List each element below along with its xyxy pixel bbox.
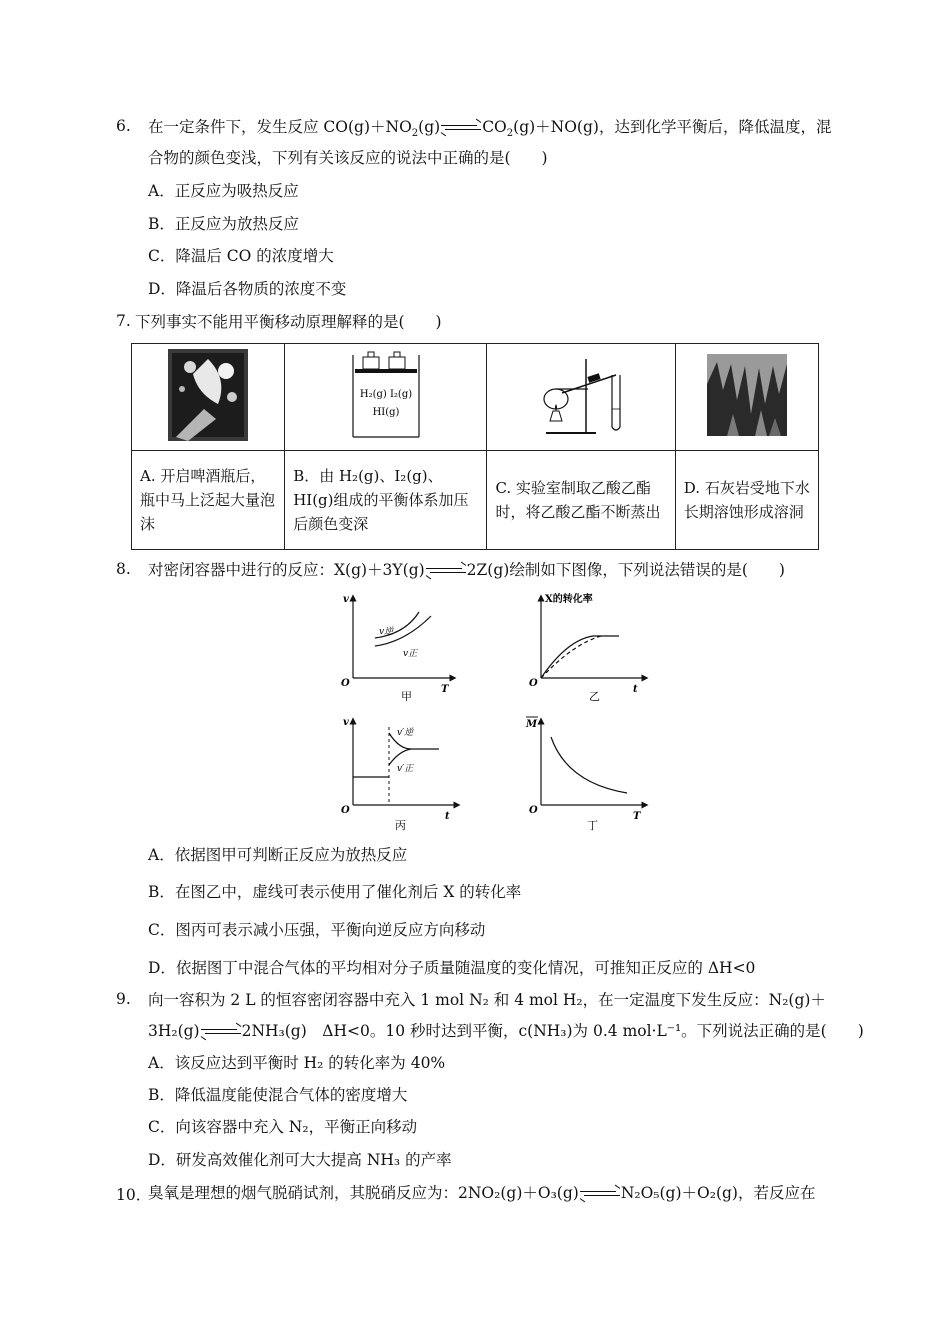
- q9-option-a: A．该反应达到平衡时 H₂ 的转化率为 40%: [148, 1054, 446, 1072]
- ester-distillation-apparatus: [526, 349, 636, 441]
- curve-label: v′逆: [397, 728, 414, 738]
- q10-stem-line1: [148, 1183, 815, 1203]
- q6-stem-line2: 合物的颜色变浅，下列有关该反应的说法中正确的是( ): [148, 149, 548, 167]
- axis-label: t: [445, 811, 450, 822]
- q8-option-d: D．依据图丁中混合气体的平均相对分子质量随温度的变化情况，可推知正反应的 ΔH<0: [148, 959, 756, 977]
- q8-option-a: A．依据图甲可判断正反应为放热反应: [148, 846, 408, 864]
- q6-stem-line1: 在一定条件下，发生反应 $CO(g)+NO_2(g)$ $CO_2(g)+NO(g)$，达到化学平衡后，降低温度，混: [148, 118, 832, 140]
- q7-image-cell-c: [487, 344, 675, 451]
- q9-option-c: C．向该容器中充入 N₂，平衡正向移动: [148, 1118, 418, 1136]
- beer-bottle-photo: [168, 349, 248, 441]
- graph-caption: 乙: [589, 690, 600, 703]
- q7-option-a: A. 开启啤酒瓶后，瓶中马上泛起大量泡沫: [132, 451, 285, 550]
- axis-label: T: [633, 811, 641, 822]
- q7-image-cell-a: [132, 344, 285, 451]
- graph-caption: 甲: [401, 690, 412, 703]
- q8-stem: [148, 560, 785, 580]
- q10-text-a: 臭氧是理想的烟气脱硝试剂，其脱硝反应为：2NO₂(g)＋O₃(g): [148, 1184, 579, 1202]
- q6-number: 6.: [116, 117, 131, 135]
- curve-label: v正: [403, 649, 418, 659]
- origin-label: O: [341, 678, 350, 689]
- q7-image-cell-d: [675, 344, 818, 451]
- q9-stem-line2: [148, 1021, 864, 1041]
- equilibrium-arrow-icon: [426, 566, 466, 576]
- curve-label: v′正: [397, 764, 414, 774]
- q9-text-b: 2NH₃(g) ΔH<0。10 秒时达到平衡，c(NH₃)为 0.4 mol·L⁻¹。下列说法正确的是( ): [241, 1022, 864, 1040]
- equilibrium-arrow-icon: [201, 1027, 241, 1037]
- q6-option-c: C．降温后 CO 的浓度增大: [148, 247, 334, 265]
- q8-option-c: C．图丙可表示减小压强，平衡向逆反应方向移动: [148, 921, 486, 939]
- graph-caption: 丁: [587, 819, 598, 832]
- q7-option-d: D. 石灰岩受地下水长期溶蚀形成溶洞: [675, 451, 818, 550]
- q6-text-d: (g)＋NO(g)，达到化学平衡后，降低温度，混: [513, 118, 832, 136]
- q9-number: 9.: [116, 990, 131, 1008]
- v-prime-forward-curve: [389, 749, 411, 765]
- q7-option-b: B．由 H₂(g)、I₂(g)、HI(g)组成的平衡体系加压后颜色变深: [285, 451, 487, 550]
- axis-label: v: [343, 717, 349, 728]
- q9-text-a: 3H₂(g): [148, 1022, 200, 1040]
- origin-label: O: [529, 678, 538, 689]
- q6-option-b: B．正反应为放热反应: [148, 215, 299, 233]
- avg-molar-mass-curve: [551, 737, 627, 793]
- q7-option-c: C. 实验室制取乙酸乙酯时，将乙酸乙酯不断蒸出: [487, 451, 675, 550]
- piston-container-diagram: [341, 349, 431, 441]
- q10-text-b: N₂O₅(g)＋O₂(g)，若反应在: [620, 1184, 816, 1202]
- limestone-cave-photo: [707, 354, 787, 436]
- q6-text-b: (g): [418, 118, 441, 136]
- q6-text-c: CO: [482, 118, 507, 136]
- q8-stem-b: 2Z(g)绘制如下图像，下列说法错误的是( ): [466, 561, 785, 579]
- q7-stem: 下列事实不能用平衡移动原理解释的是( ): [135, 313, 442, 331]
- equilibrium-arrow-icon: [580, 1189, 620, 1199]
- q8-number: 8.: [116, 560, 131, 578]
- q9-stem-line1: 向一容积为 2 L 的恒容密闭容器中充入 1 mol N₂ 和 4 mol H₂，在一定温度下发生反应：N₂(g)＋: [148, 991, 826, 1009]
- curve-label: v逆: [379, 627, 394, 637]
- q10-number: 10．: [116, 1186, 152, 1204]
- hi-label: HI(g): [372, 407, 400, 418]
- axis-label: t: [633, 684, 638, 695]
- origin-label: O: [341, 805, 350, 816]
- q9-option-d: D．研发高效催化剂可大大提高 NH₃ 的产率: [148, 1151, 452, 1169]
- axis-label: X的转化率: [545, 594, 593, 605]
- graph-ding: [523, 713, 658, 833]
- graph-caption: 丙: [395, 819, 406, 832]
- q9-option-b: B．降低温度能使混合气体的密度增大: [148, 1086, 408, 1104]
- q6-option-a: A．正反应为吸热反应: [148, 182, 299, 200]
- graph-yi: [523, 590, 658, 705]
- h2-i2-label: H₂(g) I₂(g): [359, 389, 412, 400]
- conversion-dashed-curve: [541, 636, 601, 678]
- conversion-solid-curve: [541, 636, 619, 678]
- q8-stem-a: 对密闭容器中进行的反应：X(g)＋3Y(g): [148, 561, 425, 579]
- q6-option-d: D．降温后各物质的浓度不变: [148, 280, 347, 298]
- q6-text-a: 在一定条件下，发生反应 CO(g)＋NO: [148, 118, 412, 136]
- origin-label: O: [529, 805, 538, 816]
- graph-bing: [335, 713, 470, 833]
- q7-table: [131, 343, 819, 550]
- axis-label: M: [526, 719, 538, 730]
- q8-option-b: B．在图乙中，虚线可表示使用了催化剂后 X 的转化率: [148, 883, 522, 901]
- graph-jia: [335, 590, 465, 705]
- q7-image-cell-b: [285, 344, 487, 451]
- q7-number: 7.: [116, 312, 131, 330]
- equilibrium-arrow-icon: [441, 123, 481, 133]
- axis-label: v: [343, 594, 349, 605]
- axis-label: T: [441, 684, 449, 695]
